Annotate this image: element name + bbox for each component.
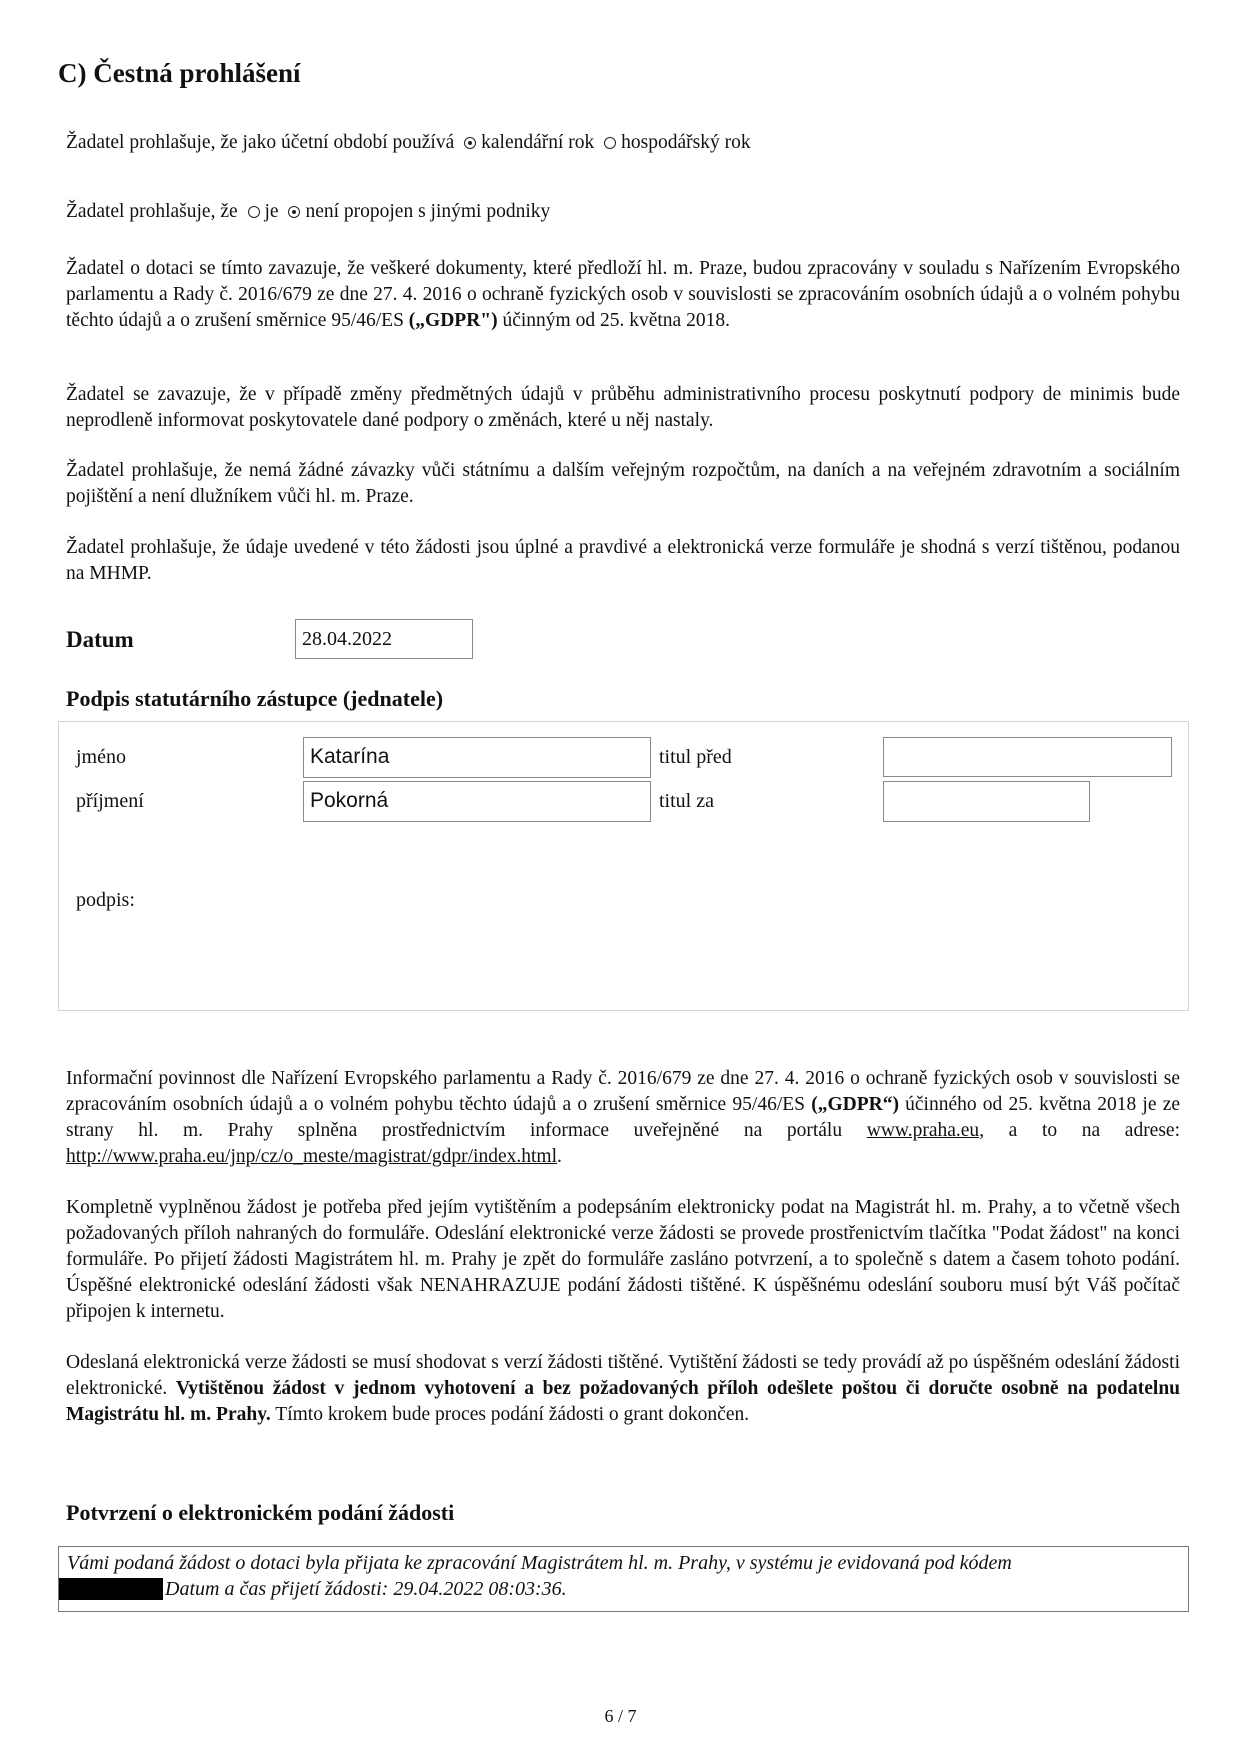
datum-field[interactable]: 28.04.2022 [295, 619, 473, 659]
page-number: 6 / 7 [604, 1706, 637, 1726]
confirmation-line1: Vámi podaná žádost o dotaci byla přijata ke zpracování Magistrátem hl. m. Prahy, v systému je evidovaná pod kódem [67, 1552, 1012, 1574]
radio-linked-yes-label: je [264, 201, 279, 222]
title-after-label: titul za [659, 790, 714, 812]
truth-paragraph: Žadatel prohlašuje, že údaje uvedené v této žádosti jsou úplné a pravdivé a elektronická verze formuláře je shodná s verzí tištěnou, podanou na MHMP. [66, 537, 1180, 584]
signature-label: podpis: [76, 889, 135, 911]
debts-paragraph: Žadatel prohlašuje, že nemá žádné závazky vůči státnímu a dalším veřejným rozpočtům, na daních a na veřejném zdravotním a sociálním pojištění a není dlužníkem vůči hl. m. Praze. [66, 460, 1180, 507]
radio-linked-no-label: není propojen s jinými podniky [305, 201, 551, 222]
praha-portal-link[interactable]: www.praha.eu [866, 1120, 980, 1141]
gdpr-bold: („GDPR") [408, 310, 498, 331]
gdpr-text: Žadatel o dotaci se tímto zavazuje, že veškeré dokumenty, které předloží hl. m. Praze, budou zpracovány v souladu s Nařízením Evropského parlamentu a Rady č. 2016/679 ze dne 27. 4. 2016 o ochraně fyzických osob v souvislosti se zpracováním osobních údajů a o volném pohybu těchto údajů a o zrušení směrnice 95/46/ES [66, 258, 1180, 331]
title-before-label: titul před [659, 746, 732, 768]
datum-label: Datum [66, 627, 134, 652]
gdpr-text-end: účinným od 25. května 2018. [502, 310, 730, 331]
radio-calendar-year-label: kalendářní rok [481, 132, 595, 153]
radio-linked-no[interactable] [288, 206, 300, 218]
print-paragraph [66, 1350, 1180, 1428]
radio-fiscal-year[interactable] [604, 137, 616, 149]
section-heading: C) Čestná prohlášení [58, 58, 301, 88]
info-text4: . [557, 1146, 562, 1167]
linkage-prefix: Žadatel prohlašuje, že [66, 201, 238, 222]
title-after-field[interactable] [883, 781, 1090, 822]
changes-paragraph: Žadatel se zavazuje, že v případě změny předmětných údajů v průběhu administrativního procesu poskytnutí podpory de minimis bude neprodleně informovat poskytovatele dané podpory o změnách, které u něj nastaly. [66, 384, 1180, 431]
gdpr-page-link[interactable]: http://www.praha.eu/jnp/cz/o_meste/magistrat/gdpr/index.html [66, 1146, 558, 1167]
title-before-field[interactable] [883, 737, 1172, 777]
radio-fiscal-year-label: hospodářský rok [621, 132, 751, 153]
info-paragraph [66, 1066, 1180, 1170]
radio-calendar-year[interactable] [464, 137, 476, 149]
info-text3: , a to na adrese: [979, 1120, 1181, 1141]
print-bold: Vytištěnou žádost v jednom vyhotovení a bez požadovaných příloh odešlete poštou či doručte osobně na podatelnu Magistrátu hl. m. Prahy. [66, 1378, 1181, 1425]
info-text2: účinného od 25. května 2018 je ze strany hl. m. Prahy splněna prostřednictvím informace uveřejněné na portálu [66, 1094, 1181, 1141]
print-text1: Odeslaná elektronická verze žádosti se musí shodovat s verzí žádosti tištěné. Vytištění žádosti se tedy provádí až po úspěšném odeslání žádosti elektronické. [66, 1352, 1180, 1399]
confirmation-line2: Datum a čas přijetí žádosti: 29.04.2022 08:03:36. [165, 1578, 567, 1600]
redacted-code [59, 1578, 163, 1600]
accounting-prefix: Žadatel prohlašuje, že jako účetní období používá [66, 132, 455, 153]
gdpr-paragraph [66, 256, 1180, 334]
confirmation-box [58, 1546, 1189, 1612]
confirmation-line2-row [67, 1576, 1180, 1602]
first-name-label: jméno [76, 746, 126, 768]
linkage-statement [66, 199, 1180, 225]
accounting-period-statement [66, 130, 1180, 156]
submit-paragraph: Kompletně vyplněnou žádost je potřeba před jejím vytištěním a podepsáním elektronicky podat na Magistrát hl. m. Prahy, a to včetně všech požadovaných příloh nahraných do formuláře. Odeslání elektronické verze žádosti se provede prostřenictvím tlačítka "Podat žádost" na konci formuláře. Po přijetí žádosti Magistrátem hl. m. Prahy je zpět do formuláře zasláno potvrzení, a to společně s datem a časem tohoto podání. Úspěšné elektronické odeslání žádosti však NENAHRAZUJE podání žádosti tištěné. K úspěšnému odeslání souboru musí být Váš počítač připojen k internetu. [66, 1197, 1180, 1322]
last-name-label: příjmení [76, 790, 144, 812]
info-bold: („GDPR“) [811, 1094, 899, 1115]
info-text1: Informační povinnost dle Nařízení Evropského parlamentu a Rady č. 2016/679 ze dne 27. 4. 2016 o ochraně fyzických osob v souvislosti se zpracováním osobních údajů a o volném pohybu těchto údajů a o zrušení směrnice 95/46/ES [66, 1068, 1180, 1115]
last-name-field[interactable]: Pokorná [303, 781, 651, 822]
print-text2: Tímto krokem bude proces podání žádosti o grant dokončen. [275, 1404, 750, 1425]
first-name-field[interactable]: Katarína [303, 737, 651, 778]
signature-section-title: Podpis statutárního zástupce (jednatele) [66, 686, 444, 711]
radio-linked-yes[interactable] [248, 206, 260, 218]
confirmation-title: Potvrzení o elektronickém podání žádosti [66, 1500, 455, 1525]
